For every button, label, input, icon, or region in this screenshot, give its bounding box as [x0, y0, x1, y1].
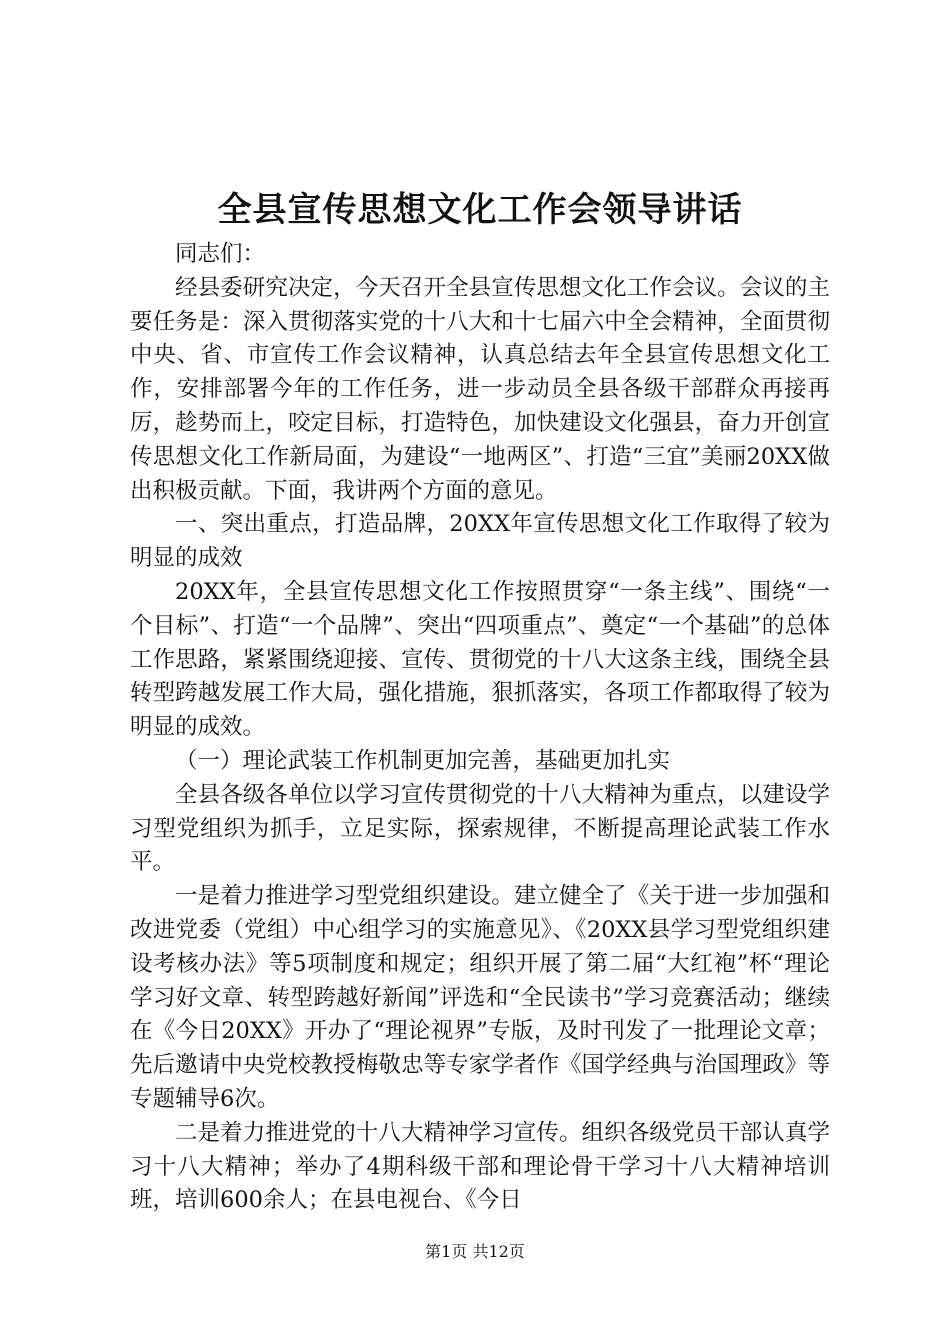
document-body: [130, 238, 830, 1218]
subsection-heading-1: （一）理论武装工作机制更加完善，基础更加扎实: [175, 747, 671, 774]
paragraph-intro: 经县委研究决定，今天召开全县宣传思想文化工作会议。会议的主要任务是：深入贯彻落实党的十八大和十七届六中全会精神，全面贯彻中央、省、市宣传工作会议精神，认真总结去年全县宣传思想文化工作，安排部署今年的工作任务，进一步动员全县各级干部群众再接再厉，趁势而上，咬定目标，打造特色，加快建设文化强县，奋力开创宣传思想文化工作新局面，为建设“一地两区”、打造“三宜”美丽20XX做出积极贡献。下面，我讲两个方面的意见。: [130, 274, 830, 504]
paragraph-point-1: 一是着力推进学习型党组织建设。建立健全了《关于进一步加强和改进党委（党组）中心组学习的实施意见》、《20XX县学习型党组织建设考核办法》等5项制度和规定；组织开展了第二届“大红袍”杯“理论学习好文章、转型跨越好新闻”评选和“全民读书”学习竞赛活动；继续在《今日20XX》开办了“理论视界”专版，及时刊发了一批理论文章；先后邀请中央党校教授梅敬忠等专家学者作《国学经典与治国理政》等专题辅导6次。: [130, 883, 830, 1112]
paragraph-overview: 20XX年，全县宣传思想文化工作按照贯穿“一条主线”、围绕“一个目标”、打造“一个品牌”、突出“四项重点”、奠定“一个基础”的总体工作思路，紧紧围绕迎接、宣传、贯彻党的十八大这条主线，围绕全县转型跨越发展工作大局，强化措施，狠抓落实，各项工作都取得了较为明显的成效。: [130, 578, 830, 741]
paragraph-point-2: 二是着力推进党的十八大精神学习宣传。组织各级党员干部认真学习十八大精神；举办了4期科级干部和理论骨干学习十八大精神培训班，培训600余人；在县电视台、《今日: [130, 1119, 830, 1214]
section-heading-1: 一、突出重点，打造品牌，20XX年宣传思想文化工作取得了较为明显的成效: [130, 511, 830, 572]
page-footer: 第1页 共12页: [425, 1242, 525, 1261]
document-title: 全县宣传思想文化工作会领导讲话: [217, 190, 743, 230]
salutation: 同志们：: [175, 241, 266, 267]
paragraph-theory: 全县各级各单位以学习宣传贯彻党的十八大精神为重点，以建设学习型党组织为抓手，立足实际，探索规律，不断提高理论武装工作水平。: [130, 781, 830, 876]
